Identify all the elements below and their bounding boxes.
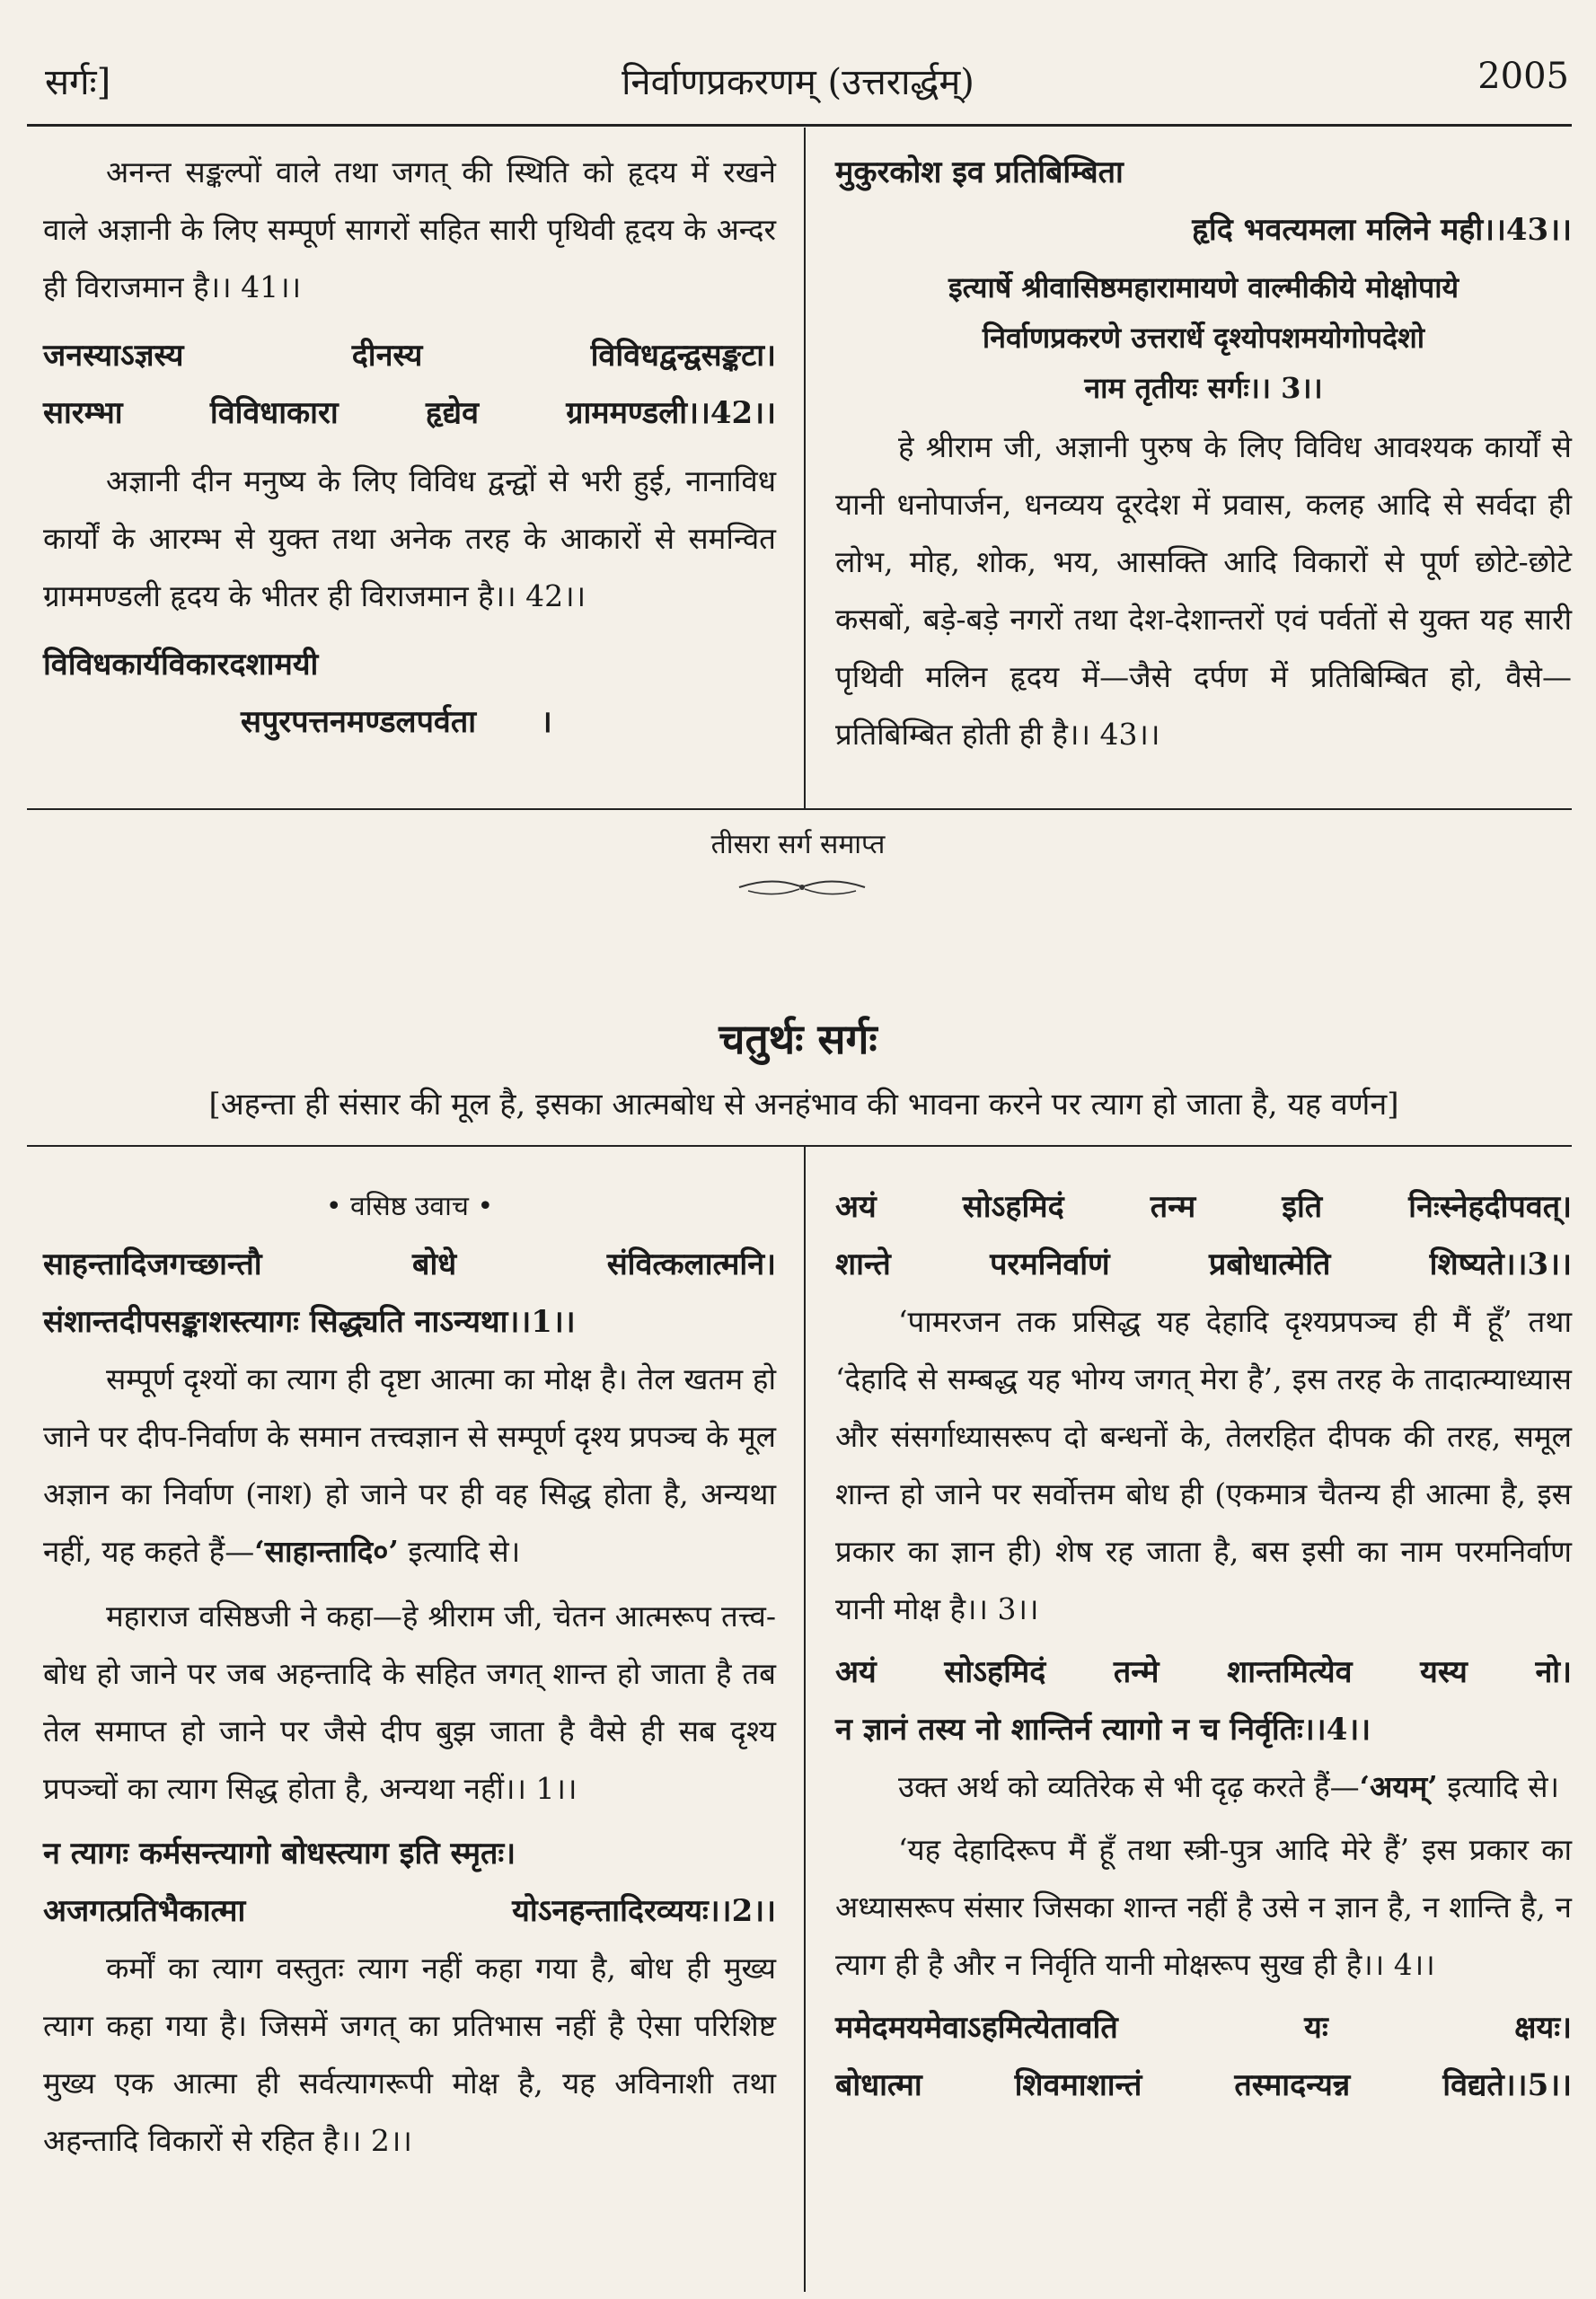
verse-word: अयं (835, 1654, 877, 1690)
translation-4-intro (835, 1758, 1572, 1816)
translation-4: ‘यह देहादिरूप मैं हूँ तथा स्त्री-पुत्र आदि मेरे हैं’ इस प्रकार का अध्यासरूप संसार जिसका शान्त नहीं है उसे न ज्ञान है, न शान्ति है, न त्याग ही है और न निर्वृति यानी मोक्षरूप सुख ही है।। 4।। (835, 1832, 1572, 1982)
verse-word: तन्मे (1113, 1654, 1160, 1690)
chapter-title: चतुर्थः सर्गः (719, 1015, 877, 1063)
verse-word: हृद्येव (425, 395, 479, 431)
verse-4 (835, 1643, 1572, 1758)
top-right-column (835, 144, 1572, 763)
page-number: 2005 (1477, 56, 1569, 97)
verse-word: विद्यते।।5।। (1442, 2067, 1572, 2103)
verse-word: परमनिर्वाणं (990, 1246, 1110, 1282)
verse-word: साहन्तादिजगच्छान्तौ (43, 1246, 262, 1282)
verse-word: तस्मादन्यन्न (1234, 2067, 1351, 2103)
verse-word: संवित्कलात्मनि। (606, 1246, 776, 1282)
verse-word: नो। (1535, 1654, 1572, 1690)
verse-word: प्रबोधात्मेति (1208, 1246, 1331, 1282)
intro-text-end: इत्यादि से। (1437, 1769, 1560, 1804)
translation-41: अनन्त सङ्कल्पों वाले तथा जगत् की स्थिति को हृदय में रखने वाले अज्ञानी के लिए सम्पूर्ण सागरों सहित सारी पृथिवी हृदय के अन्दर ही विराजमान है।। 41।। (43, 154, 776, 304)
verse-word: निःस्नेहदीपवत्। (1408, 1189, 1572, 1225)
verse-word: यः (1304, 2010, 1328, 2046)
intro-text: उक्त अर्थ को व्यतिरेक से भी दृढ़ करते हैं— (898, 1769, 1360, 1804)
verse-danda: । (540, 704, 552, 740)
top-left-column (43, 144, 776, 751)
verse-line: न त्यागः कर्मसन्त्यागो बोधस्त्याग इति स्मृतः। (43, 1836, 516, 1872)
verse-word: ममेदमयमेवाऽहमित्येतावति (835, 2010, 1118, 2046)
verse-word: यस्य (1420, 1654, 1468, 1690)
verse-word: तन्म (1150, 1189, 1196, 1225)
colophon (835, 262, 1572, 413)
speaker-heading: • वसिष्ठ उवाच • (325, 1191, 494, 1222)
verse-word: अजगत्प्रतिभैकात्मा (43, 1893, 246, 1929)
top-column-divider (804, 128, 806, 808)
verse-word: विविधाकारा (209, 395, 339, 431)
translation-43: हे श्रीराम जी, अज्ञानी पुरुष के लिए विविध आवश्यक कार्यों से यानी धनोपार्जन, धनव्यय दूरदेश में प्रवास, कलह आदि से सर्वदा ही लोभ, मोह, शोक, भय, आसक्ति आदि विकारों से पूर्ण छोटे-छोटे कसबों, बड़े-बड़े नगरों तथा देश-देशान्तरों एवं पर्वतों से युक्त यह सारी पृथिवी मलिन हृदय में—जैसे दर्पण में प्रतिबिम्बित हो, वैसे—प्रतिबिम्बित होती ही है।। 43।। (835, 429, 1572, 752)
verse-word: शिवमाशान्तं (1014, 2067, 1142, 2103)
verse-line: न ज्ञानं तस्य नो शान्तिर्न त्यागो न च निर्वृतिः।।4।। (835, 1712, 1371, 1748)
header-rule (27, 124, 1572, 127)
ornament-divider (735, 869, 869, 905)
translation-1: महाराज वसिष्ठजी ने कहा—हे श्रीराम जी, चेतन आत्मरूप तत्त्व-बोध हो जाने पर जब अहन्तादि के सहित जगत् शान्त हो जाता है तब तेल समाप्त हो जाने पर जैसे दीप बुझ जाता है वैसे ही सब दृश्य प्रपञ्चों का त्याग सिद्ध होता है, अन्यथा नहीं।। 1।। (43, 1599, 776, 1806)
verse-43-end (835, 144, 1572, 259)
verse-word: विविधद्वन्द्वसङ्कटा। (590, 338, 776, 374)
verse-word: दीनस्य (351, 338, 423, 374)
chapter-summary: [अहन्ता ही संसार की मूल है, इसका आत्मबोध से अनहंभाव की भावना करने पर त्याग हो जाता है, यह वर्णन] (208, 1087, 1399, 1123)
pratika: ‘अयम्’ (1359, 1769, 1438, 1804)
verse-word: क्षयः। (1514, 2010, 1572, 2046)
colophon-line: इत्यार्षे श्रीवासिष्ठमहारामायणे वाल्मीकीये मोक्षोपाये (948, 270, 1459, 304)
verse-42 (43, 327, 776, 442)
verse-word: बोधे (412, 1246, 457, 1282)
chapter-rule (27, 1145, 1572, 1147)
bottom-left-column (43, 1178, 776, 2170)
colophon-line: निर्वाणप्रकरणे उत्तरार्धे दृश्योपशमयोगोपदेशो (982, 321, 1425, 355)
verse-line: सपुरपत्तनमण्डलपर्वता (241, 704, 477, 740)
verse-line: विविधकार्यविकारदशामयी (43, 647, 319, 683)
verse-1 (43, 1236, 776, 1351)
verse-2 (43, 1825, 776, 1940)
verse-word: बोधात्मा (835, 2067, 922, 2103)
translation-1-intro (43, 1351, 776, 1581)
verse-3 (835, 1178, 1572, 1293)
intro-text: सम्पूर्ण दृश्यों का त्याग ही दृष्टा आत्मा का मोक्ष है। तेल खतम हो जाने पर दीप-निर्वाण के समान तत्त्वज्ञान से सम्पूर्ण दृश्य प्रपञ्च के मूल अज्ञान का निर्वाण (नाश) हो जाने पर ही वह सिद्ध होता है, अन्यथा नहीं, यह कहते हैं— (43, 1361, 776, 1569)
verse-word: शिष्यते।।3।। (1429, 1246, 1572, 1282)
section-marker: सर्गः] (45, 62, 111, 103)
translation-42: अज्ञानी दीन मनुष्य के लिए विविध द्वन्द्वों से भरी हुई, नानाविध कार्यों के आरम्भ से युक्त तथा अनेक तरह के आकारों से समन्वित ग्राममण्डली हृदय के भीतर ही विराजमान है।। 42।। (43, 463, 776, 613)
verse-5 (835, 1999, 1572, 2114)
running-title: निर्वाणप्रकरणम् (उत्तरार्द्धम्) (622, 62, 974, 103)
verse-word: शान्तमित्येव (1227, 1654, 1353, 1690)
verse-word: अयं (835, 1189, 877, 1225)
verse-word: सारम्भा (43, 395, 123, 431)
translation-2: कर्मों का त्याग वस्तुतः त्याग नहीं कहा गया है, बोध ही मुख्य त्याग कहा गया है। जिसमें जगत् का प्रतिभास नहीं है ऐसा परिशिष्ट मुख्य एक आत्मा ही सर्वत्यागरूपी मोक्ष है, यह अविनाशी तथा अहन्तादि विकारों से रहित है।। 2।। (43, 1951, 776, 2158)
verse-word: सोऽहमिदं (962, 1189, 1064, 1225)
pratika: ‘साहान्तादि०’ (254, 1534, 399, 1569)
verse-line: संशान्तदीपसङ्काशस्त्यागः सिद्ध्यति नाऽन्यथा।।1।। (43, 1304, 576, 1340)
verse-line: हृदि भवत्यमला मलिने मही।।43।। (1192, 212, 1572, 248)
verse-word: जनस्याऽज्ञस्य (43, 338, 184, 374)
verse-word: शान्ते (835, 1246, 891, 1282)
colophon-line: नाम तृतीयः सर्गः।। 3।। (1084, 371, 1323, 405)
intro-text-end: इत्यादि से। (398, 1534, 521, 1569)
verse-word: इति (1282, 1189, 1323, 1225)
top-section-rule (27, 808, 1572, 810)
verse-43-start (43, 636, 776, 751)
bottom-right-column (835, 1178, 1572, 2114)
bottom-column-divider (804, 1147, 806, 2292)
translation-3: ‘पामरजन तक प्रसिद्ध यह देहादि दृश्यप्रपञ्च ही मैं हूँ’ तथा ‘देहादि से सम्बद्ध यह भोग्य जगत् मेरा है’, इस तरह के तादात्म्याध्यास और संसर्गाध्यासरूप दो बन्धनों के, तेलरहित दीपक की तरह, समूल शान्त हो जाने पर सर्वोत्तम बोध ही (एकमात्र चैतन्य ही आत्मा है, इस प्रकार का ज्ञान ही) शेष रह जाता है, बस इसी का नाम परमनिर्वाण यानी मोक्ष है।। 3।। (835, 1304, 1572, 1626)
verse-word: योऽनहन्तादिरव्ययः।।2।। (512, 1893, 776, 1929)
chapter-end-note: तीसरा सर्ग समाप्त (710, 829, 886, 860)
verse-line: मुकुरकोश इव प्रतिबिम्बिता (835, 154, 1124, 190)
verse-word: ग्राममण्डली।।42।। (566, 395, 776, 431)
verse-word: सोऽहमिदं (944, 1654, 1046, 1690)
